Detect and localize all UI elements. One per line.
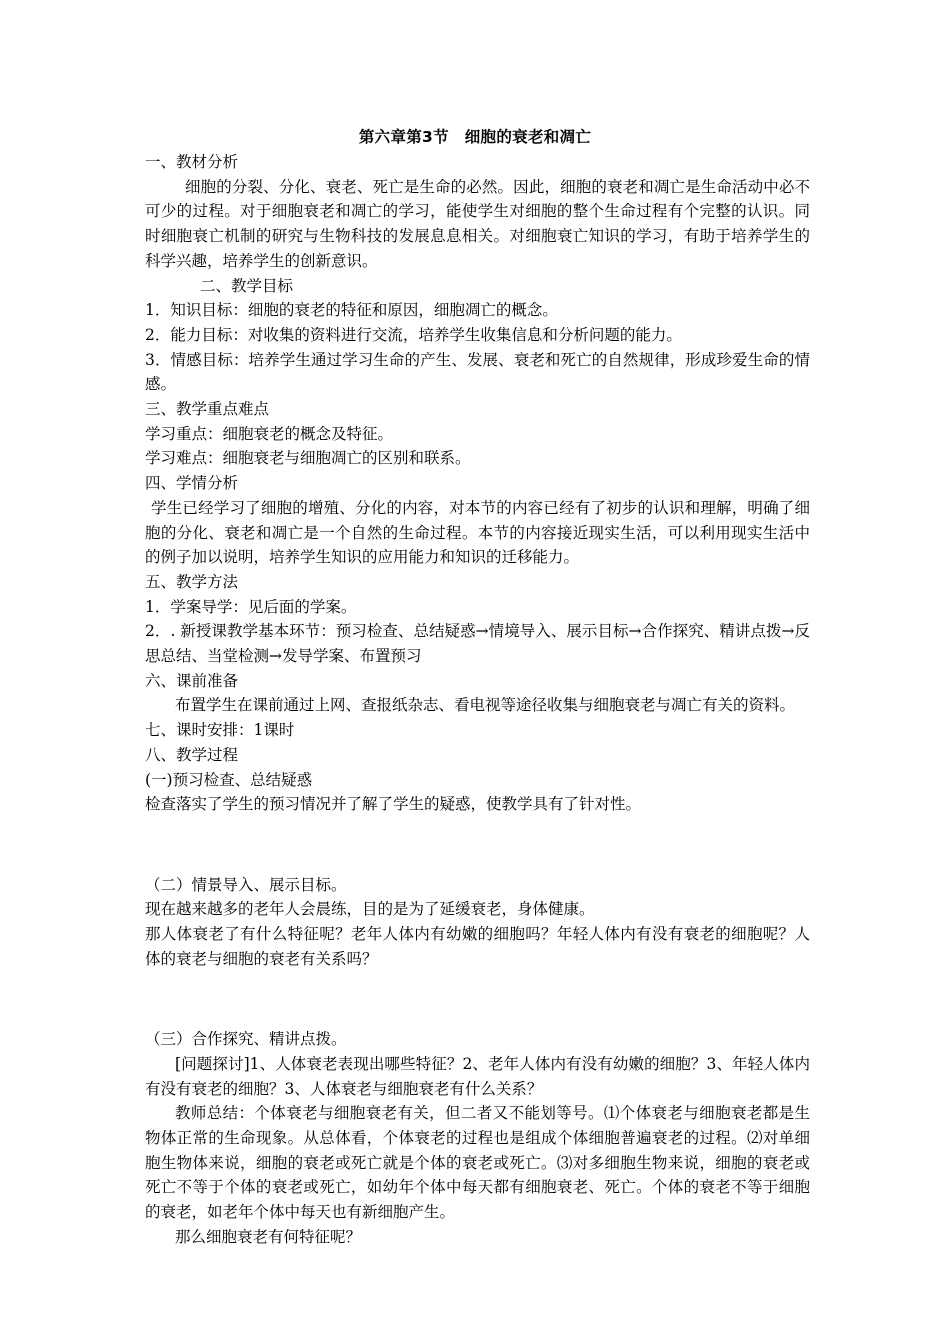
paragraph: 六、课前准备: [145, 671, 239, 690]
paragraph: 1．知识目标：细胞的衰老的特征和原因，细胞凋亡的概念。: [145, 301, 558, 320]
paragraph: 三、教学重点难点: [145, 400, 270, 419]
paragraph: 细胞的分裂、分化、衰老、死亡是生命的必然。因此，细胞的衰老和凋亡是生命活动中必不可少的过程。对于细胞衰老和凋亡的学习，能使学生对细胞的整个生命过程有个完整的认识。同时细胞衰亡机制的研究与生物科技的发展息息相关。对细胞衰亡知识的学习，有助于培养学生的科学兴趣，培养学生的创新意识。: [145, 177, 810, 270]
paragraph: 一、教材分析: [145, 153, 239, 171]
paragraph: 二、教学目标: [200, 276, 294, 295]
document-body: [145, 150, 810, 1250]
paragraph: 教师总结：个体衰老与细胞衰老有关，但二者又不能划等号。⑴个体衰老与细胞衰老都是生物体正常的生命现象。从总体看，个体衰老的过程也是组成个体细胞普遍衰老的过程。⑵对单细胞生物体来说，细胞的衰老或死亡就是个体的衰老或死亡。⑶对多细胞生物来说，细胞的衰老或死亡不等于个体的衰老或死亡，如幼年个体中每天都有细胞衰老、死亡。个体的衰老不等于细胞的衰老，如老年个体中每天也有新细胞产生。: [145, 1104, 810, 1222]
paragraph: [问题探讨]1、人体衰老表现出哪些特征？2、老年人体内有没有幼嫩的细胞？3、年轻人体内有没有衰老的细胞？3、人体衰老与细胞衰老有什么关系？: [145, 1054, 810, 1098]
paragraph: 2．能力目标：对收集的资料进行交流，培养学生收集信息和分析问题的能力。: [145, 325, 682, 344]
paragraph: 现在越来越多的老年人会晨练，目的是为了延缓衰老，身体健康。: [145, 900, 595, 919]
paragraph: 学习重点：细胞衰老的概念及特征。: [145, 424, 394, 443]
paragraph: 五、教学方法: [145, 572, 239, 591]
paragraph: 3．情感目标：培养学生通过学习生命的产生、发展、衰老和死亡的自然规律，形成珍爱生命的情感。: [145, 350, 810, 394]
paragraph: 四、学情分析: [145, 474, 239, 493]
paragraph: 2．. 新授课教学基本环节：预习检查、总结疑惑→情境导入、展示目标→合作探究、精讲点拨→反思总结、当堂检测→发导学案、布置预习: [145, 622, 810, 666]
paragraph: 检查落实了学生的预习情况并了解了学生的疑惑，使教学具有了针对性。: [145, 795, 642, 814]
paragraph: （二）情景导入、展示目标。: [145, 875, 347, 894]
paragraph: 学习难点：细胞衰老与细胞凋亡的区别和联系。: [145, 449, 471, 468]
paragraph: 布置学生在课前通过上网、查报纸杂志、看电视等途径收集与细胞衰老与凋亡有关的资料。: [175, 696, 796, 715]
paragraph: 七、课时安排：1课时: [145, 721, 295, 740]
paragraph: (一)预习检查、总结疑惑: [145, 770, 313, 789]
blank-line: [145, 987, 810, 1012]
paragraph: （三）合作探究、精讲点拨。: [145, 1030, 347, 1049]
paragraph: 1．学案导学：见后面的学案。: [145, 597, 357, 616]
document-title: 第六章第3节 细胞的衰老和凋亡: [358, 128, 592, 146]
paragraph: 那么细胞衰老有何特征呢？: [175, 1227, 362, 1246]
paragraph: 学生已经学习了细胞的增殖、分化的内容，对本节的内容已经有了初步的认识和理解，明确了细胞的分化、衰老和凋亡是一个自然的生命过程。本节的内容接近现实生活，可以利用现实生活中的例子加以说明，培养学生知识的应用能力和知识的迁移能力。: [145, 498, 810, 567]
paragraph: 八、教学过程: [145, 745, 239, 764]
paragraph: 那人体衰老了有什么特征呢？老年人体内有幼嫩的细胞吗？年轻人体内有没有衰老的细胞呢？人体的衰老与细胞的衰老有关系吗？: [145, 925, 810, 968]
blank-line: [145, 832, 810, 857]
